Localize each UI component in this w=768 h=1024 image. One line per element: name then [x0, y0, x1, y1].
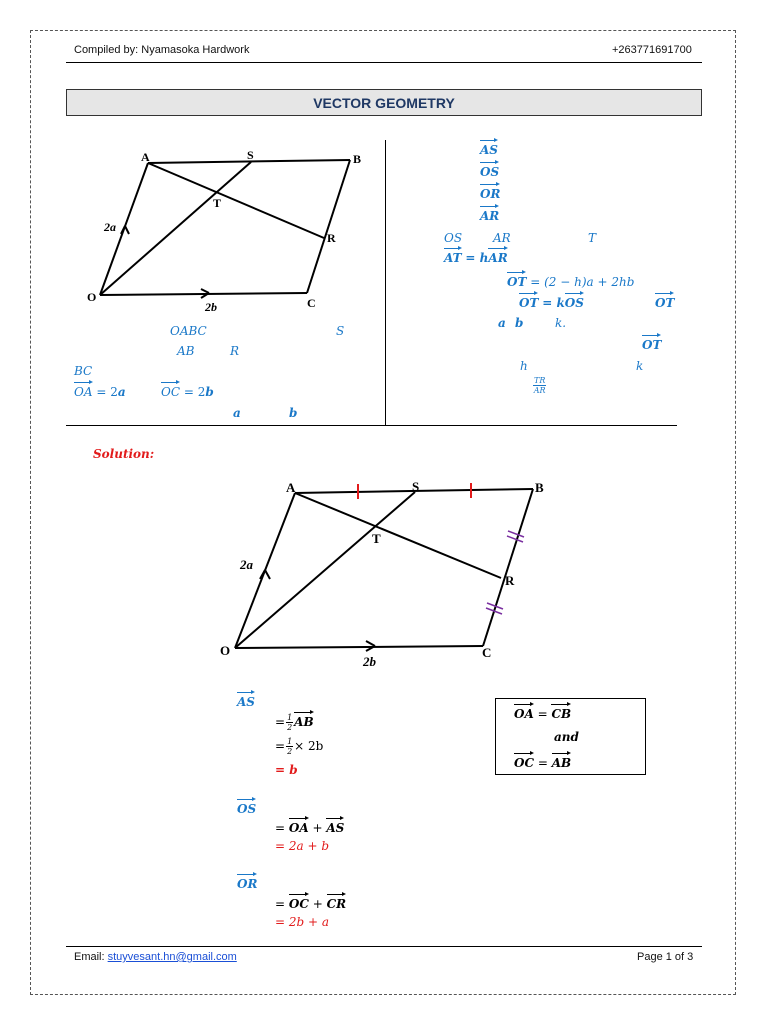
part6-rest: = h: [465, 251, 489, 265]
q-r: R: [230, 344, 240, 358]
label-o: O: [87, 290, 97, 304]
sol-label-t: T: [372, 531, 381, 546]
part11-h: h: [520, 359, 528, 373]
q-oa-given: [74, 380, 126, 399]
part6: [444, 246, 508, 265]
vec-ar: AR: [488, 246, 507, 265]
vec-oc: OC: [161, 380, 180, 399]
q-oabc: OABC: [170, 324, 207, 338]
email-label: Email:: [74, 951, 105, 963]
sol-as-line1: = $\frac{1}{2}$ AB: [275, 710, 314, 732]
footer-email: [74, 951, 237, 963]
q-a: a: [233, 406, 241, 420]
part9-k: k.: [555, 316, 567, 330]
sol-label-2b: 2b: [363, 654, 376, 669]
vec-ot-7: OT: [507, 270, 526, 289]
q-b: b: [289, 406, 298, 420]
q-ab: AB: [177, 344, 195, 358]
column-divider: [385, 140, 386, 426]
part-os: OS: [480, 160, 499, 179]
label-t: T: [213, 196, 222, 210]
q-oa-eq: = 2: [96, 385, 118, 399]
part8: [519, 291, 584, 310]
sol-label-o: O: [220, 643, 231, 658]
sol-label-c: C: [482, 645, 492, 660]
sol-os-head: OS: [237, 797, 256, 816]
sol-label-r: R: [505, 573, 515, 588]
box-line3: OC = AB: [514, 751, 571, 770]
box-line1: OA = CB: [514, 702, 571, 721]
part5-t: T: [588, 231, 597, 245]
footer-rule: [66, 946, 702, 947]
vec-oa: OA: [74, 380, 93, 399]
phone-number: +263771691700: [612, 44, 692, 56]
label-b: B: [353, 152, 362, 166]
page-title: VECTOR GEOMETRY: [66, 89, 702, 116]
q-oc-b: b: [205, 385, 214, 399]
sol-label-b: B: [535, 480, 544, 495]
part8-rest: = k: [542, 296, 565, 310]
part5-ar: AR: [493, 231, 511, 245]
sol-edge-bc: [483, 489, 533, 646]
part-ar: AR: [480, 204, 499, 223]
label-2a: 2a: [104, 220, 116, 234]
q-oc-given: [161, 380, 214, 399]
sol-label-a: A: [286, 480, 296, 495]
sol-or-head: OR: [237, 872, 257, 891]
sol-line-os: [235, 492, 415, 648]
sol-or-line1: = OC + CR: [275, 892, 346, 911]
solution-label: Solution:: [93, 447, 155, 461]
sol-as-result: = b: [275, 763, 298, 777]
label-2b: 2b: [205, 300, 217, 314]
ratio-den: AR: [533, 386, 546, 395]
sol-os-line1: = OA + AS: [275, 816, 344, 835]
solution-figure: [215, 475, 555, 675]
edge-bc: [307, 160, 350, 293]
sol-arrow-oc-1: [366, 641, 375, 646]
edge-oc: [100, 293, 307, 295]
label-s: S: [247, 148, 254, 162]
vec-at: AT: [444, 246, 462, 265]
part7: [507, 270, 634, 289]
part11-k: k: [636, 359, 644, 373]
question-rule: [66, 425, 677, 426]
sol-as-line2: = $\frac{1}{2}$ × 2b: [275, 737, 324, 756]
question-figure: [85, 145, 385, 320]
sol-os-result: = 2a + b: [275, 839, 330, 853]
sol-or-result: = 2b + a: [275, 915, 330, 929]
dtick-br-1: [508, 531, 524, 537]
sol-arrow-oa-2: [265, 570, 270, 579]
dtick-br-2: [507, 536, 523, 542]
compiled-by: Compiled by: Nyamasoka Hardwork: [74, 44, 250, 56]
part12-ratio: [532, 376, 547, 395]
part7-rest: = (2 − h)a + 2hb: [530, 275, 635, 289]
q-s: S: [336, 324, 345, 338]
vec-os-8: OS: [565, 291, 584, 310]
q-oa-a: a: [117, 385, 126, 399]
sol-as-head: AS: [237, 690, 255, 709]
part5-os: OS: [444, 231, 463, 245]
ratio-num: TR: [534, 376, 546, 385]
q-bc: BC: [74, 364, 93, 378]
part-as: AS: [480, 138, 498, 157]
part9-b: b: [515, 316, 524, 330]
sol-label-2a: 2a: [240, 557, 253, 572]
label-a: A: [141, 150, 150, 164]
q-oc-eq: = 2: [183, 385, 206, 399]
vec-ot-8b: OT: [655, 291, 674, 310]
vec-ot-8: OT: [519, 291, 538, 310]
sol-edge-oc: [235, 646, 483, 648]
part9-a: a: [498, 316, 506, 330]
vec-ot-10: OT: [642, 333, 661, 352]
arrow-oc-1: [201, 289, 209, 293]
sol-label-s: S: [412, 479, 420, 494]
header-rule: [66, 62, 702, 63]
part-or: OR: [480, 182, 500, 201]
email-link[interactable]: stuyvesant.hn@gmail.com: [107, 951, 237, 963]
page-number: Page 1 of 3: [637, 951, 694, 963]
label-c: C: [307, 296, 316, 310]
label-r: R: [327, 231, 336, 245]
box-and: and: [554, 730, 579, 744]
arrow-oa-2: [125, 226, 129, 234]
